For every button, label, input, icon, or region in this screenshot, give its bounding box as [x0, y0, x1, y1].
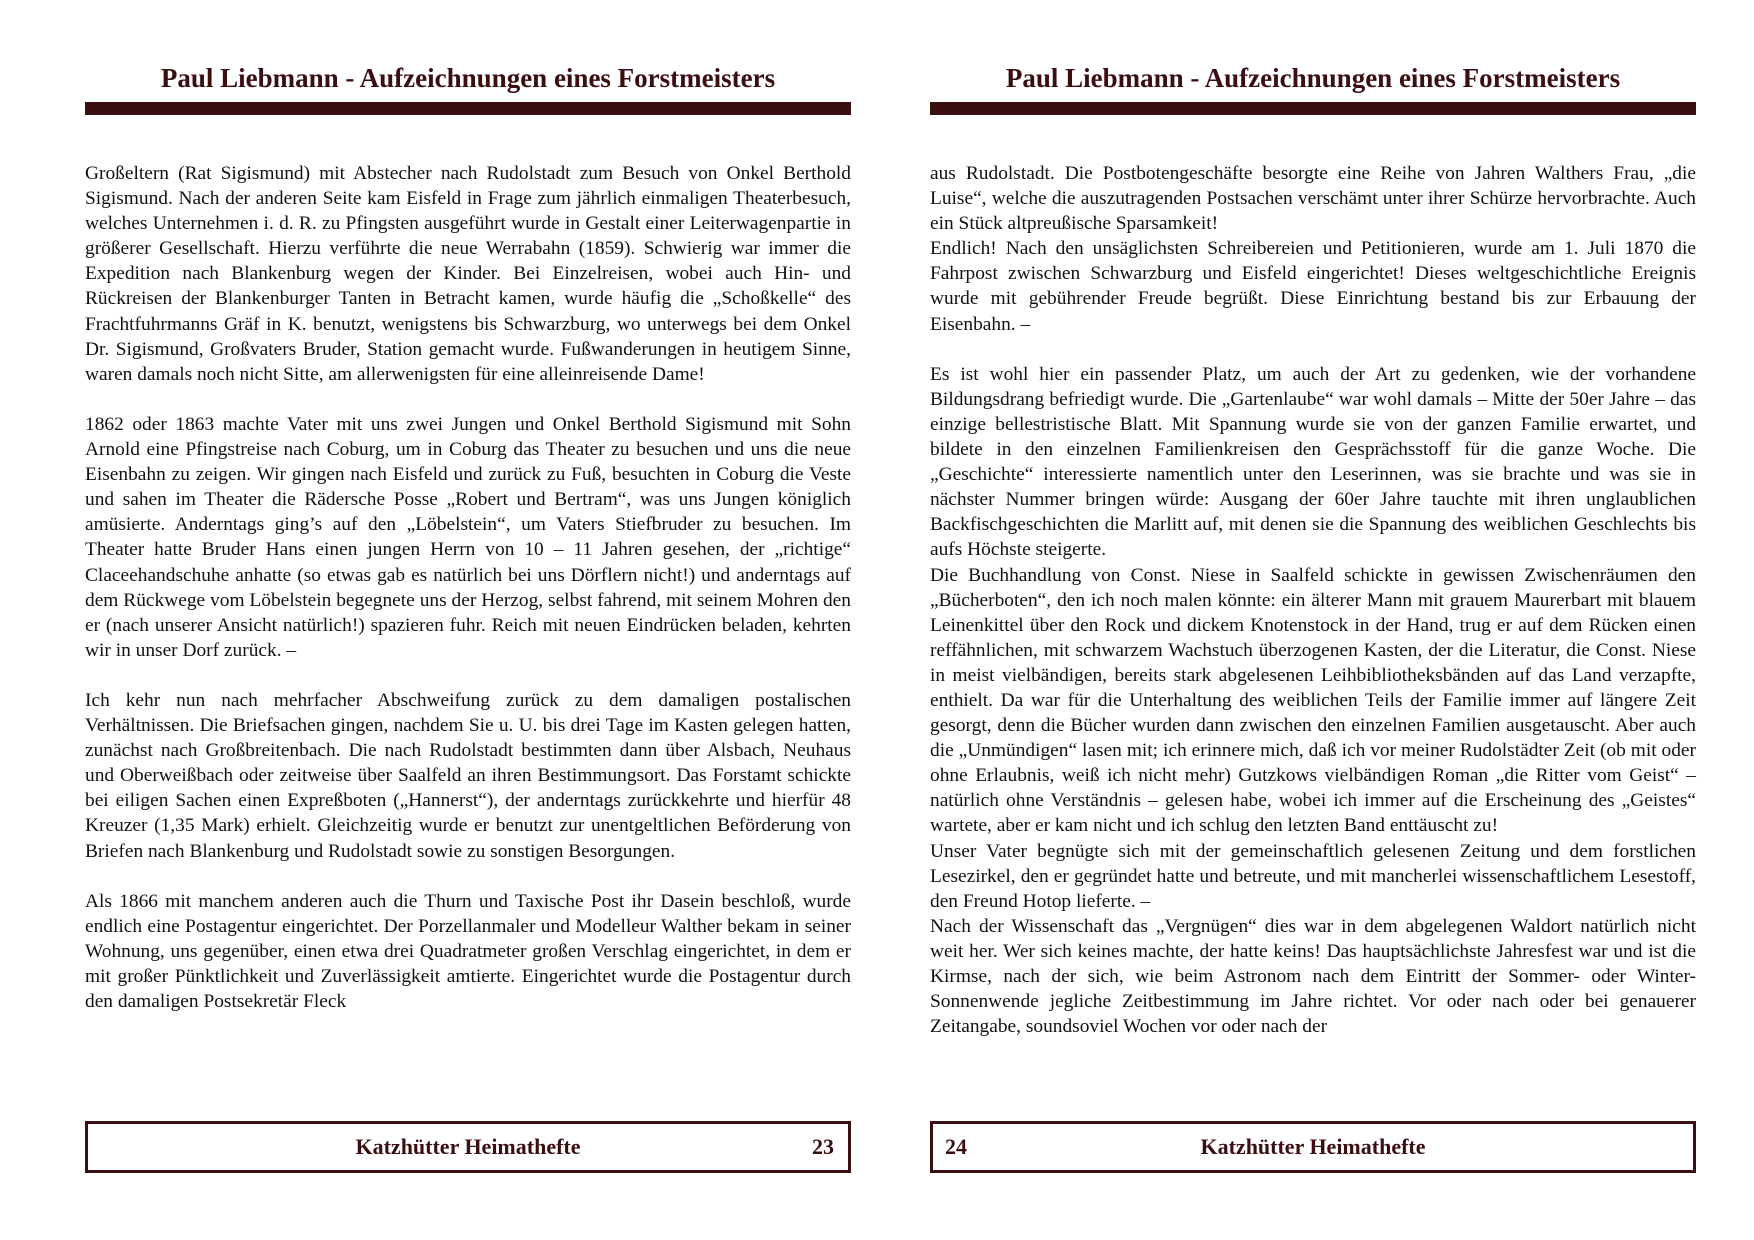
running-header-title: Paul Liebmann - Aufzeichnungen eines Forstmeisters [160, 63, 776, 93]
paragraph: 1862 oder 1863 machte Vater mit uns zwei Jungen und Onkel Berthold Sigismund mit Sohn Arnold eine Pfingstreise nach Coburg, um in Coburg das Theater zu besuchen und uns die neue Eisenbahn zu zeigen. Wir gingen nach Eisfeld und zurück zu Fuß, besuchten in Coburg die Veste und sahen im Theater die Rädersche Posse „Robert und Bertram“, was uns Jungen königlich amüsierte. Anderntags ging’s auf den „Löbelstein“, um Vaters Stiefbruder zu besuchen. Im Theater hatte Bruder Hans einen jungen Herrn von 10 – 11 Jahren gesehen, der „richtige“ Claceehandschuhe anhatte (so etwas gab es natürlich bei uns Dörflern nicht!) und anderntags auf dem Rückwege vom Löbelstein begegnete uns der Herzog, selbst fahrend, mit seinem Mohren den er (nach unserer Ansicht natürlich!) spazieren fuhr. Reich mit neuen Eindrücken beladen, kehrten wir in unser Dorf zurück. – [85, 413, 851, 661]
right-page [930, 0, 1696, 1240]
body-text [85, 161, 851, 1014]
left-page [85, 0, 851, 1240]
footer [85, 1121, 851, 1173]
paragraph: Als 1866 mit manchem anderen auch die Thurn und Taxische Post ihr Dasein beschloß, wurde endlich eine Postagentur eingerichtet. Der Porzellanmaler und Modelleur Walther bekam in seiner Wohnung, uns gegenüber, einen etwa drei Quadratmeter großen Verschlag eingerichtet, in dem er mit großer Pünktlichkeit und Zuverlässigkeit amtierte. Eingerichtet wurde die Postagentur durch den damaligen Postsekretär Fleck [85, 890, 851, 1013]
paragraph: Ich kehr nun nach mehrfacher Abschweifung zurück zu dem damaligen postalischen Verhältnissen. Die Briefsachen gingen, nachdem Sie u. U. bis drei Tage im Kasten gelegen hatten, zunächst nach Großbreitenbach. Die nach Rudolstadt bestimmten dann über Alsbach, Neuhaus und Oberweißbach oder zeitweise über Saalfeld an ihren Bestimmungsort. Das Forstamt schickte bei eiligen Sachen einen Expreßboten („Hannerst“), der anderntags zurückkehrte und hierfür 48 Kreuzer (1,35 Mark) erhielt. Gleichzeitig wurde er benutzt zur unentgeltlichen Beförderung von Briefen nach Blankenburg und Rudolstadt sowie zu sonstigen Besorgungen. [85, 689, 851, 862]
running-header-title: Paul Liebmann - Aufzeichnungen eines Forstmeisters [1005, 63, 1621, 93]
paragraph: Die Buchhandlung von Const. Niese in Saalfeld schickte in gewissen Zwischenräumen den „Bücherboten“, den ich noch malen könnte: ein älterer Mann mit grauem Maurerbart mit blauem Leinenkittel über den Rock und dickem Knotenstock in der Hand, trug er auf dem Rücken einen reffähnlichen, mit schwarzem Wachstuch überzogenen Kasten, der die Literatur, die Const. Niese in meist vielbändigen, bereits stark abgelesenen Leihbibliotheksbänden auf das Land verzapfte, enthielt. Da war für die Unterhaltung des weiblichen Teils der Familie immer auf längere Zeit gesorgt, denn die Bücher wurden dann zwischen den einzelnen Familien ausgetauscht. Aber auch die „Unmündigen“ lasen mit; ich erinnere mich, daß ich vor meiner Rudolstädter Zeit (ob mit oder ohne Erlaubnis, weiß ich nicht mehr) Gutzkows vielbändigen Roman „die Ritter vom Geist“ – natürlich ohne Verständnis – gelesen habe, wobei ich immer auf die Erscheinung des „Geistes“ wartete, aber er kam nicht und ich schlug den letzten Band enttäuscht zu! [930, 564, 1696, 837]
footer-title: Katzhütter Heimathefte [355, 1134, 581, 1159]
paragraph: Nach der Wissenschaft das „Vergnügen“ dies war in dem abgelegenen Waldort natürlich nicht weit her. Wer sich keines machte, der hatte keins! Das hauptsächlichste Jahresfest war und ist die Kirmse, nach der sich, wie beim Astronom nach dem Eintritt der Sommer- oder Winter-Sonnenwende jegliche Zeitbestimmung im Jahre richtet. Vor oder nach oder bei genauerer Zeitangabe, soundsoviel Wochen vor oder nach der [930, 915, 1696, 1038]
paragraph: Unser Vater begnügte sich mit der gemeinschaftlich gelesenen Zeitung und dem forstlichen Lesezirkel, den er gegründet hatte und betreute, und mit mancherlei wissenschaftlichem Lesestoff, den Freund Hotop lieferte. – [930, 840, 1696, 912]
footer-title: Katzhütter Heimathefte [1200, 1134, 1426, 1159]
header-rule [930, 102, 1696, 115]
header-rule [85, 102, 851, 115]
paragraph: aus Rudolstadt. Die Postbotengeschäfte besorgte eine Reihe von Jahren Walthers Frau, „die Luise“, welche die auszutragenden Postsachen verschämt unter ihrer Schürze hervorbrachte. Auch ein Stück altpreußische Sparsamkeit! [930, 163, 1696, 235]
paragraph: Es ist wohl hier ein passender Platz, um auch der Art zu gedenken, wie der vorhandene Bildungsdrang befriedigt wurde. Die „Gartenlaube“ war wohl damals – Mitte der 50er Jahre – das einzige bellestristische Blatt. Mit Spannung wurde sie von der ganzen Familie erwartet, und bildete in den einzelnen Familienkreisen den Gesprächsstoff für die ganze Woche. Die „Geschichte“ interessierte namentlich unter den Leserinnen, was sie brachte und was sie in nächster Nummer bringen würde: Ausgang der 60er Jahre tauchte mit ihren unglaublichen Backfischgeschichten die Marlitt auf, mit denen sie die Spannung des weiblichen Geschlechts bis aufs Höchste steigerte. [930, 363, 1696, 561]
page-number: 24 [945, 1134, 967, 1159]
paragraph: Großeltern (Rat Sigismund) mit Abstecher nach Rudolstadt zum Besuch von Onkel Berthold Sigismund. Nach der anderen Seite kam Eisfeld in Frage zum jährlich einmaligen Theaterbesuch, welches Unternehmen i. d. R. zu Pfingsten ausgeführt wurde in Gestalt einer Leiterwagenpartie in größerer Gesellschaft. Hierzu verführte die neue Werrabahn (1859). Schwierig war immer die Expedition nach Blankenburg wegen der Kinder. Bei Einzelreisen, wobei auch Hin- und Rückreisen der Blankenburger Tanten in Betracht kamen, wurde häufig die „Schoßkelle“ des Frachtfuhrmanns Gräf in K. benutzt, wenigstens bis Schwarzburg, wo unterwegs bei dem Onkel Dr. Sigismund, Großvaters Bruder, Station gemacht wurde. Fußwanderungen in heutigem Sinne, waren damals noch nicht Sitte, am allerwenigsten für eine alleinreisende Dame! [85, 163, 851, 385]
footer [930, 1121, 1696, 1173]
body-text [930, 161, 1696, 1039]
paragraph: Endlich! Nach den unsäglichsten Schreibereien und Petitionieren, wurde am 1. Juli 1870 die Fahrpost zwischen Schwarzburg und Eisfeld eingerichtet! Dieses weltgeschichtliche Ereignis wurde mit gebührender Freude begrüßt. Diese Einrichtung bestand bis zur Erbauung der Eisenbahn. – [930, 238, 1696, 335]
page-number: 23 [812, 1134, 834, 1159]
